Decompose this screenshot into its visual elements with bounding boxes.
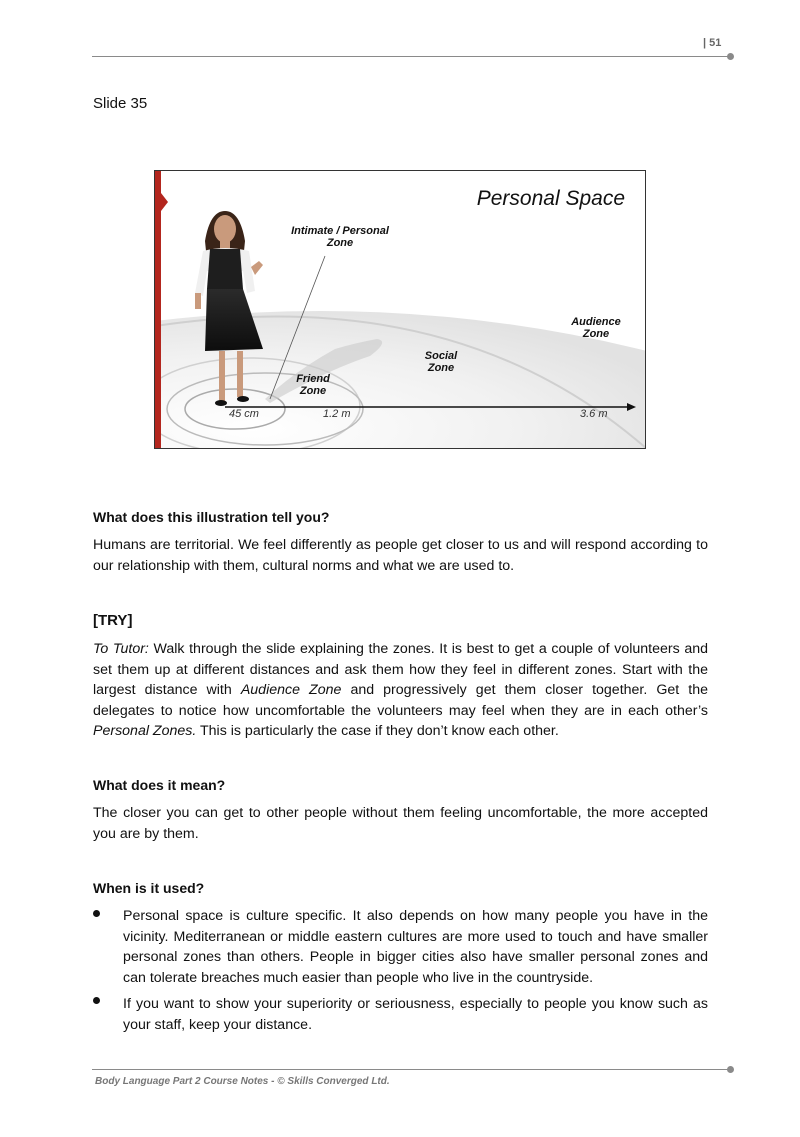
audience-zone-label [557, 316, 635, 340]
slide-title: Personal Space [476, 187, 625, 210]
footer-rule-dot [727, 1066, 734, 1073]
header-rule [92, 56, 729, 57]
bullet-item: Personal space is culture specific. It also depends on how many people you have in the vicinity. Mediterranean or middle eastern cultures are more used to touch and have smaller personal zones than others. People in bigger cities also have smaller personal zones and can tolerate breaches much easier than people who live in the countryside. [123, 908, 708, 986]
bullet-marker [93, 910, 100, 917]
intimate-zone-label-line1: Intimate / Personal [291, 225, 389, 237]
section-heading-try: [TRY] [93, 612, 133, 629]
try-text-3: This is particularly the case if they don’t know each other. [196, 723, 559, 739]
slide-illustration [154, 170, 646, 449]
bullet-item: If you want to show your superiority or seriousness, especially to people you know such as your staff, keep your distance. [123, 996, 708, 1033]
social-zone-label-line1: Social [424, 350, 458, 362]
try-em-personal: Personal Zones. [93, 723, 197, 739]
header-rule-dot [727, 53, 734, 60]
friend-zone-label-line2: Zone [299, 385, 327, 397]
try-text-2: and progressively get them closer together. Get the delegates to notice how uncomfortable the volunteers may feel when they are in each other’s [93, 682, 708, 719]
social-zone-label [411, 350, 471, 374]
try-em-audience: Audience Zone [240, 682, 342, 698]
section-heading-meaning: What does it mean? [93, 777, 226, 793]
section-text-meaning: The closer you can get to other people without them feeling uncomfortable, the more accepted you are by them. [93, 805, 708, 842]
audience-zone-label-line2: Zone [582, 328, 610, 340]
slide-label: Slide 35 [93, 95, 148, 112]
slide-accent-bar [155, 171, 161, 449]
section-text-illustration: Humans are territorial. We feel differently as people get closer to us and will respond according to our relationship with them, cultural norms and what we are used to. [93, 537, 708, 574]
audience-zone-label-line1: Audience [571, 316, 621, 328]
intimate-zone-label-line2: Zone [326, 237, 354, 249]
footer-rule [92, 1069, 729, 1070]
section-heading-illustration: What does this illustration tell you? [93, 509, 330, 525]
section-heading-usage: When is it used? [93, 880, 205, 896]
distance-label-3-6m: 3.6 m [580, 408, 608, 420]
page-number: | 51 [703, 37, 722, 49]
intimate-zone-label [275, 225, 405, 249]
footer-text: Body Language Part 2 Course Notes - © Skills Converged Ltd. [95, 1076, 390, 1087]
distance-label-45cm: 45 cm [229, 408, 259, 420]
social-zone-label-line2: Zone [427, 362, 455, 374]
tutor-lead: To Tutor: [93, 641, 149, 657]
bullet-marker [93, 997, 100, 1004]
section-text-try [93, 639, 708, 742]
friend-zone-label [283, 373, 343, 397]
distance-label-1-2m: 1.2 m [323, 408, 351, 420]
try-text-1: Walk through the slide explaining the zones. It is best to get a couple of volunteers and set them up at different distances and ask them how they feel in different zones. Start with the largest distance with [93, 641, 708, 698]
slide-accent-arrow [161, 193, 168, 211]
friend-zone-label-line1: Friend [296, 373, 330, 385]
